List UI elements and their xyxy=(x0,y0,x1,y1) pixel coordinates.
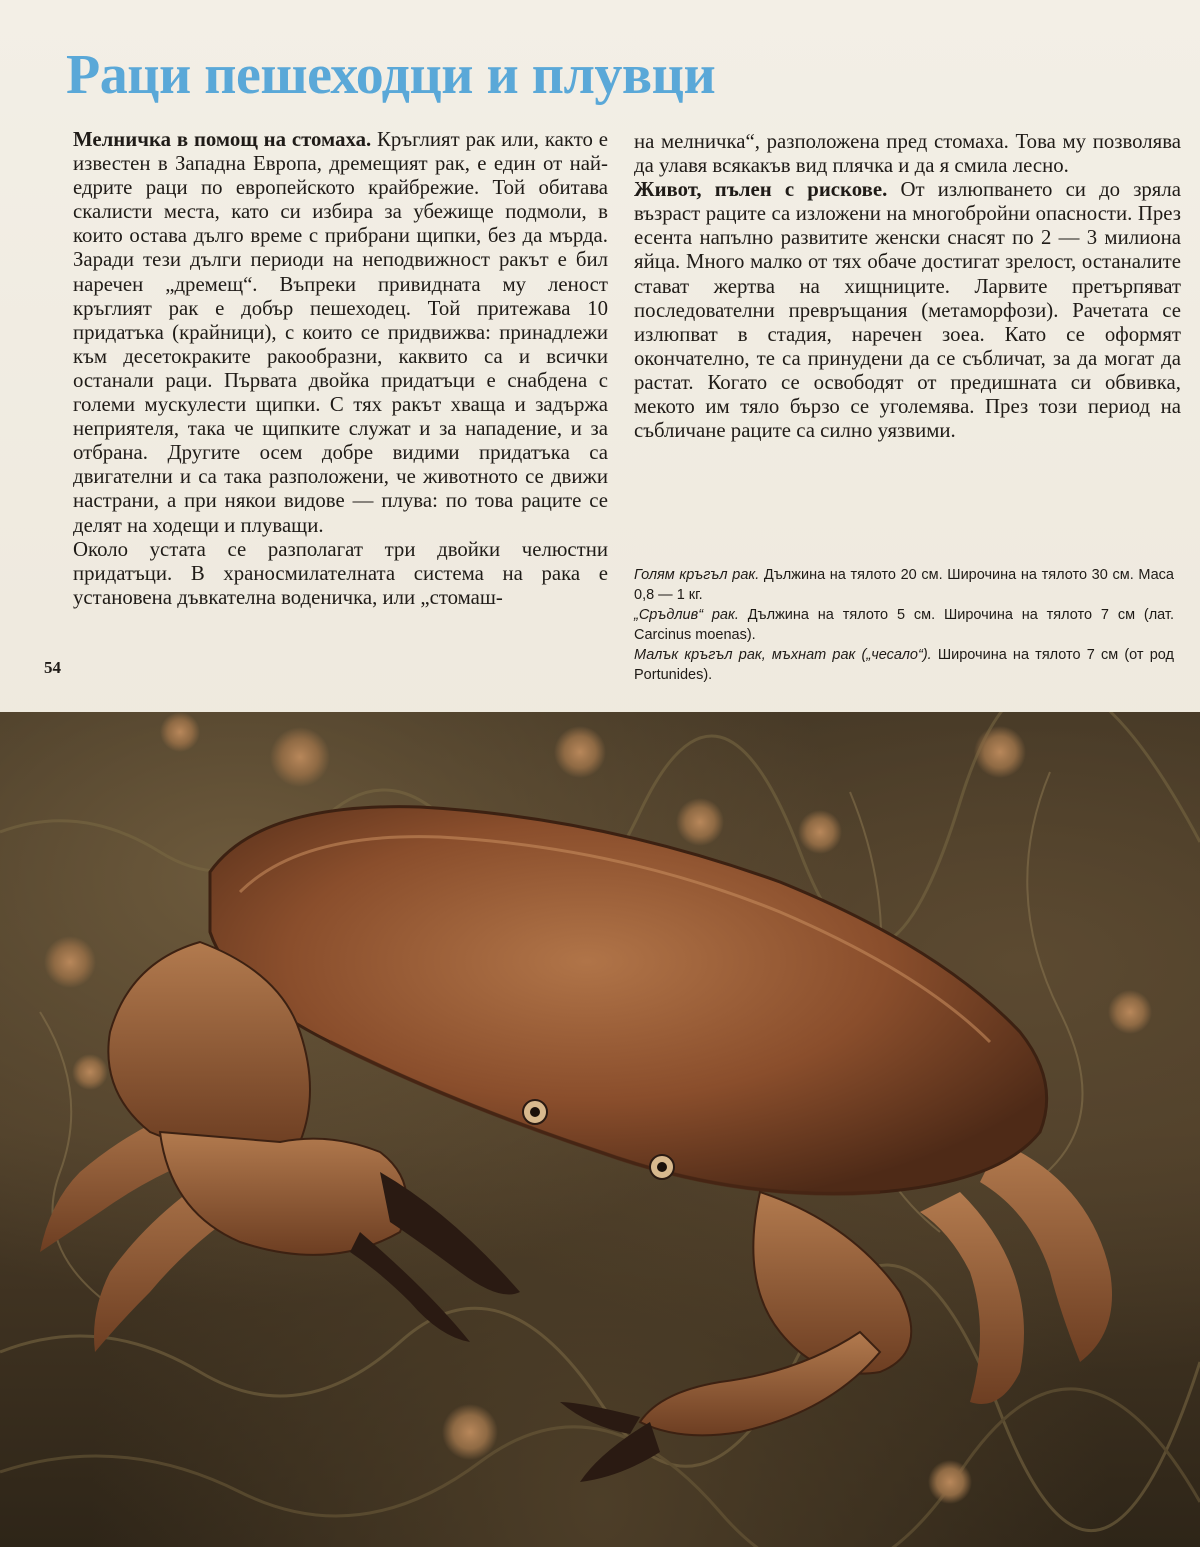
right-column xyxy=(634,130,1181,443)
crab-right-claw xyxy=(560,1192,911,1482)
crab-carapace xyxy=(210,807,1047,1194)
crab-illustration-svg xyxy=(0,712,1200,1547)
paragraph-risks-text: От излюпването си до зряла възраст раците са изложени на многобройни опасности. През есента напълно развитите женски снасят по 2 — 3 милиона яйца. Много малко от тях обаче достигат зрелост, останалите стават жертва на хищниците. Ларвите претърпяват последователни превръщания (метаморфози). Рачетата се излюпват в стадия, наречен зоеа. Като се оформят окончателно, те са принудени да се събличат, за да могат да растат. Когато се освободят от предишната си обвивка, мекото им тяло бързо се уголемява. През този период на събличане раците са силно уязвими. xyxy=(634,178,1181,443)
caption-item xyxy=(634,605,1174,645)
caption-species: Голям кръгъл рак. xyxy=(634,567,760,583)
caption-text: Широчина на тялото 7 см (от род Portunides). xyxy=(634,647,1174,683)
paragraph-mill xyxy=(73,128,608,538)
page-number: 54 xyxy=(44,658,61,677)
page-title: Раци пешеходци и плувци xyxy=(66,44,716,106)
paragraph-risks xyxy=(634,178,1181,443)
paragraph-mouthparts: Около устата се разполагат три двойки челюстни придатъци. В храносмилателната система на рака е установена дъвкателна воденичка, или „стомаш- xyxy=(73,537,608,609)
paragraph-mill-text: Кръглият рак или, както е известен в Западна Европа, дремещият рак, е един от най-едрите раци по европейското крайбрежие. Той обитава скалисти места, като си избира за убежище подмоли, в които остава дълго време с прибрани щипки, без да мърда. Заради тези дълги периоди на неподвижност ракът е бил наречен „дремещ“. Въпреки привидната му леност кръглият рак е добър пешеходец. Той притежава 10 придатъка (крайници), с които се придвижва: принадлежи към десетокраките ракообразни, каквито са и всички останали раци. Първата двойка придатъци е снабдена с големи мускулести щипки. С тях ракът хваща и задържа неприятеля, така че щипките служат и за нападение, и за отбрана. Другите осем добре видими придатъка са двигателни и са така разположени, че животното се движи настрани, а при някои видове — плува: по това раците се делят на ходещи и плуващи. xyxy=(73,128,608,537)
caption-item xyxy=(634,565,1174,605)
section-heading-mill: Мелничка в помощ на стомаха. xyxy=(73,128,372,151)
figure-caption xyxy=(634,565,1174,685)
caption-text: Дължина на тялото 20 см. Широчина на тялото 30 см. Маса 0,8 — 1 кг. xyxy=(634,567,1174,603)
caption-text: Дължина на тялото 5 см. Широчина на тялото 7 см (лат. Carcinus moenas). xyxy=(634,607,1174,643)
crab-illustration xyxy=(0,712,1200,1547)
section-heading-risks: Живот, пълен с рискове. xyxy=(634,178,888,202)
caption-species: „Сръдлив“ рак. xyxy=(634,607,739,623)
caption-species: Малък кръгъл рак, мъхнат рак („чесало“). xyxy=(634,647,932,663)
caption-item xyxy=(634,645,1174,685)
left-column xyxy=(73,128,608,610)
paragraph-mill-continued: на мелничка“, разположена пред стомаха. Това му позволява да улавя всякакъв вид плячка и да я смила лесно. xyxy=(634,130,1181,178)
